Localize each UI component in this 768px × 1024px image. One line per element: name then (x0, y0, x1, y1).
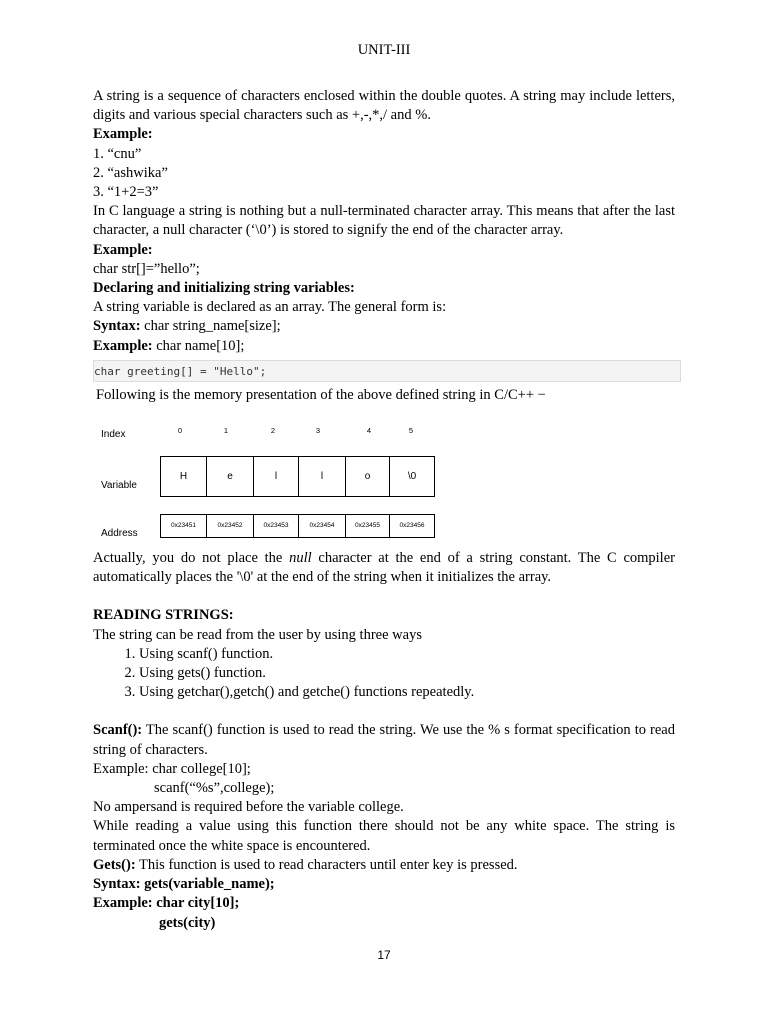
address-cell-4: 0x23455 (345, 514, 390, 538)
ampersand-note: No ampersand is required before the variable college. (93, 799, 404, 816)
address-cell-0: 0x23451 (160, 514, 207, 538)
char-cell-3: l (298, 456, 346, 497)
char-cell-1: e (206, 456, 254, 497)
char-cell-5: \0 (389, 456, 435, 497)
scanf-label: Scanf(): (93, 722, 143, 739)
char-cell-4: o (345, 456, 390, 497)
scanf-paragraph (93, 721, 675, 759)
gets-call: gets(city) (159, 914, 216, 931)
gets-syntax: Syntax: gets(variable_name); (93, 876, 275, 893)
actually-post: character at the end of a string constant. The C compiler automatically places the '\0' at the end of the string when it initializes the array. (93, 550, 675, 586)
reading-ways-list (93, 645, 675, 703)
scanf-call: scanf(“%s”,college); (154, 780, 275, 797)
declaring-heading: Declaring and initializing string variables: (93, 280, 355, 297)
address-cell-2: 0x23453 (253, 514, 299, 538)
reading-heading: READING STRINGS: (93, 607, 234, 624)
index-0: 0 (177, 426, 183, 436)
syntax-label: Syntax: (93, 318, 141, 335)
page-header: UNIT-III (357, 42, 411, 58)
declaring-text: A string variable is declared as an array. The general form is: (93, 299, 447, 316)
memory-intro: Following is the memory presentation of the above defined string in C/C++ − (96, 386, 546, 403)
index-3: 3 (315, 426, 321, 436)
actually-pre: Actually, you do not place the (93, 550, 290, 567)
gets-label: Gets(): (93, 856, 136, 873)
index-1: 1 (223, 426, 229, 436)
intro-paragraph: A string is a sequence of characters enclosed within the double quotes. A string may include letters, digits and various special characters such as +,-,*,/ and %. (93, 88, 675, 124)
scanf-example: Example: char college[10]; (93, 760, 251, 777)
example3-label: Example: (93, 337, 153, 354)
actually-paragraph (93, 549, 675, 587)
scanf-text: The scanf() function is used to read the string. We use the % s format specification to read string of characters. (93, 722, 675, 758)
example3-line (93, 337, 675, 356)
example-item-2: 2. “ashwika” (93, 164, 168, 181)
gets-example: Example: char city[10]; (93, 895, 240, 912)
example-label: Example: (93, 126, 153, 143)
example2-code: char str[]=”hello”; (93, 260, 200, 277)
gets-line (93, 856, 675, 875)
reading-text: The string can be read from the user by using three ways (93, 626, 422, 643)
list-item: 3. Using getchar(),getch() and getche() functions repeatedly. (139, 683, 675, 702)
example3-text: char name[10]; (152, 337, 245, 354)
char-cell-2: l (253, 456, 299, 497)
code-block: char greeting[] = "Hello"; (93, 360, 681, 382)
index-row-label: Index (101, 429, 126, 441)
index-4: 4 (366, 426, 372, 436)
null-terminated-paragraph: In C language a string is nothing but a null-terminated character array. This means that after the last character, a null character (‘\0’) is stored to signify the end of the character array. (93, 203, 675, 239)
char-cell-0: H (160, 456, 207, 497)
address-row-label: Address (101, 528, 138, 540)
list-item: 1. Using scanf() function. (139, 645, 675, 664)
example-item-3: 3. “1+2=3” (93, 184, 159, 201)
syntax-text: char string_name[size]; (140, 318, 281, 335)
address-cell-1: 0x23452 (206, 514, 254, 538)
syntax-line (93, 317, 675, 336)
variable-row-label: Variable (101, 480, 137, 492)
address-cell-5: 0x23456 (389, 514, 435, 538)
index-2: 2 (270, 426, 276, 436)
gets-text: This function is used to read characters until enter key is pressed. (135, 856, 518, 873)
actually-italic: null (289, 550, 312, 567)
document-body (93, 87, 675, 933)
address-cell-3: 0x23454 (298, 514, 346, 538)
memory-diagram (93, 419, 453, 540)
example-item-1: 1. “cnu” (93, 145, 142, 162)
page-number: 17 (377, 948, 391, 962)
list-item: 2. Using gets() function. (139, 664, 675, 683)
example2-label: Example: (93, 241, 153, 258)
index-5: 5 (408, 426, 414, 436)
whitespace-note: While reading a value using this function there should not be any white space. The string is terminated once the white space is encountered. (93, 818, 675, 854)
